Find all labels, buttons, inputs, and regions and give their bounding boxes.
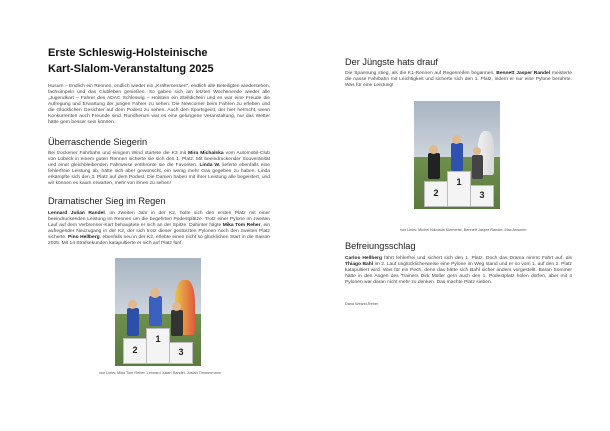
s1-name-2: Linda W. <box>199 163 221 168</box>
photo-2-kid-right <box>472 155 483 179</box>
title-line-2: Kart-Slalom-Veranstaltung 2025 <box>48 62 214 75</box>
photo-1-kid-right <box>171 310 183 336</box>
s3-name-1: Bennett Jasper Randel <box>496 71 551 76</box>
photo-2-head-right <box>473 147 481 155</box>
photo-1-podium-1: 1 <box>146 328 170 364</box>
caption-photo-2: von Links: Michel Nikolaus Klemerist, Bennett Jasper Randel, Max Ansorim <box>400 228 527 232</box>
photo-2-podium-1: 1 <box>447 171 471 207</box>
section-2-paragraph <box>48 211 270 247</box>
podium-photo-2 <box>414 101 500 209</box>
photo-1-podium-3: 3 <box>169 342 193 364</box>
s1-text-c: lieferte ebenfalls eine fehlerfreie Leistung ab, hätte sich aber gewünscht, ein wenig mehr Gas gegeben zu haben. Linda erkämpfte sich den 3. Platz auf dem Podest. Die Damen haben mit ihrer Leistung alle begeistert, und wir können es kaum erwarten, mehr von ihnen zu sehen! <box>48 163 270 186</box>
section-3-paragraph <box>345 71 572 89</box>
photo-2-head-left <box>429 145 438 154</box>
intro-paragraph: Husum – Endlich ein Rennen, endlich wieder ein „Kräftemessen“, endlich alle Beteiligten wiedersehen, fachsimpeln und das Clubleben genießen. So gaben sich am letzten Wochenende wieder alle „Jugendkart – Fahrer des ADAC Schleswig – Holstein ein Stelldichein und es war eine Freude die Aufregung und Erwartung der jungen Fahrer zu sehen. Die Newcomer beim Fahren zu erleben und die Glücklichen Gesichter auf dem Podest zu sehen. Auch den Sportsgeist, der hier herrscht, wenn Konkurrenten auch Freunde sind. Rundherum war es eine gelungene Veranstaltung, nur das Wetter hätte gern besser sein können. <box>48 84 270 125</box>
podium-photo-1 <box>115 258 201 366</box>
photo-1-kid-center <box>149 296 162 326</box>
s2-name-2: Mika Tom Reher <box>222 223 261 228</box>
s1-text-b: vom Automobil-Club von Lübeck in einem guten Rennen sicherte sie sich den 1. Platz. Mit beeindruckender Souveränität und einer gleichbleibenden Fahrweise entthronte sie die Favoriten. <box>48 151 270 168</box>
s3-text-b: meisterte die nasse Fahrbahn mit Leichtigkeit und sicherte sich den 1. Platz, indem er nur eine Pylone berührte. Was für eine Leistung! <box>345 71 572 88</box>
photo-1-podium-2: 2 <box>123 338 147 364</box>
s1-name-1: Mira Michalska <box>188 151 224 156</box>
s2-text-a: , im zweiten Jahr in der K2, holte sich den ersten Platz mit einer beeindruckenden Leistung im Rennen um die begehrten Podestplätze. Trotz einer Pylone im zweiten Lauf auf dem Verbrenner-Kart behauptete er sich an der Spitze. Dahinter folgte <box>48 211 270 228</box>
section-heading-2: Dramatischer Sieg im Regen <box>48 196 166 206</box>
section-heading-4: Befreiungsschlag <box>345 241 416 251</box>
page-title <box>48 46 288 77</box>
photo-2-podium-3: 3 <box>470 185 494 207</box>
caption-photo-1: von Links: Mika Tom Reher, Lennard Julian Randel, Josiah Timmermann <box>99 371 221 375</box>
s4-name-2: Thiago Bahl <box>345 262 374 267</box>
s2-text-b: , ein aufregender Neuzugang in der K2, der sich trotz dieser gestürzten Pylonen noch den zweiten Platz sicherte. <box>48 223 270 240</box>
s4-text-b: im 2. Lauf unglücklicherweise eine Pylone im Weg stand und er so vom 1. auf den 2. Platz katapultiert wird. Was für ein Pech, denn das hätte sich Bahl sicher anders vorgestellt. Baran Sommer hätte in den Augen des Trainers Dirk Müller gern auch den 1. Podestplatz holen dürfen, aber mit 4 Pylonen war daran nicht mehr zu denken. Das machte Platz sieben. <box>345 262 572 285</box>
s2-text-c: , ebenfalls neu in der K2, erlebte einen nicht so glücklichen Start in die Saison 2025. Mit 14 Strafsekunden katapultierte er sich auf Platz fünf. <box>48 235 271 246</box>
s4-text-a: fährt fehlerfrei und sichert sich den 1. Platz. Doch das Drama nimmt Fahrt auf, als <box>381 256 572 261</box>
section-heading-3: Der Jüngste hats drauf <box>345 57 438 67</box>
photo-2-kid-left <box>428 153 440 179</box>
section-1-paragraph <box>48 151 270 187</box>
photo-1-head-right <box>172 302 181 311</box>
photo-1-kid-left <box>127 308 139 336</box>
photo-2-podium-2: 2 <box>424 181 448 207</box>
s3-text-a: Die Spannung stieg, als die K1-Rennen auf Regenreifen begannen. <box>345 71 497 76</box>
section-heading-1: Überraschende Siegerin <box>48 137 148 147</box>
s2-name-3: Pino Hellberg <box>67 235 100 240</box>
section-4-paragraph <box>345 256 572 286</box>
photo-2-kid-center <box>451 143 463 171</box>
s1-text-a: Bei trockener Fahrbahn und einigem Wind startete die K3 mit <box>48 151 189 156</box>
photo-1-head-left <box>128 300 137 309</box>
title-line-1: Erste Schleswig-Holsteinische <box>48 47 208 59</box>
s2-name-1: Lennard Julian Randel <box>48 211 105 216</box>
photo-1-head-center <box>150 288 160 298</box>
s4-name-1: Carlos Hellberg <box>345 256 382 261</box>
photo-2-head-center <box>452 135 461 144</box>
author-signature: Dana Wetzel-Reher <box>345 302 379 306</box>
